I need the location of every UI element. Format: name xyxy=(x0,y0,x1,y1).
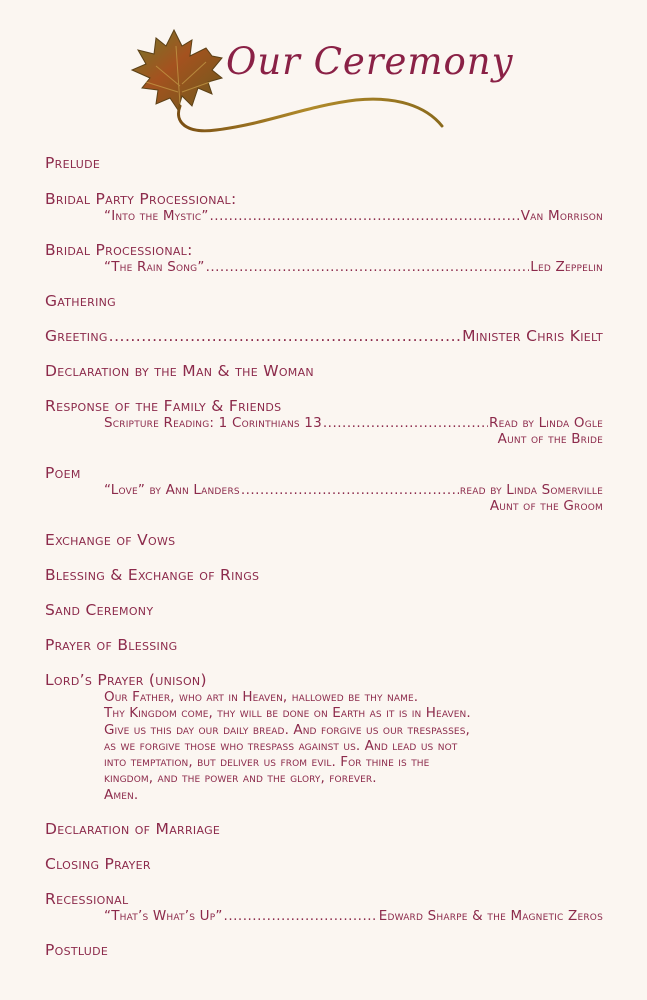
song-title: “Into the Mystic” xyxy=(104,208,209,224)
item-lords-prayer xyxy=(45,671,603,803)
item-declaration-of-marriage: Declaration of Marriage xyxy=(45,820,221,839)
reader-relation: Aunt of the Groom xyxy=(489,498,603,514)
item-postlude: Postlude xyxy=(45,941,109,960)
dot-leader xyxy=(241,482,459,498)
item-vows: Exchange of Vows xyxy=(45,531,176,549)
item-response xyxy=(45,397,603,447)
song-row xyxy=(45,259,603,275)
song-title: “That’s What’s Up” xyxy=(104,908,223,925)
song-artist: Edward Sharpe & the Magnetic Zeros xyxy=(378,908,603,925)
reading-row xyxy=(45,415,603,431)
item-heading: Greeting xyxy=(45,327,108,345)
ceremony-program xyxy=(45,154,603,959)
song-title: “The Rain Song” xyxy=(104,259,205,275)
item-bridal-processional xyxy=(45,241,603,275)
page-title: Our Ceremony xyxy=(226,40,514,83)
item-heading: Bridal Party Processional: xyxy=(45,190,237,208)
item-heading: Response of the Family & Friends xyxy=(45,397,282,415)
item-heading: Bridal Processional: xyxy=(45,241,193,259)
prayer-line: Give us this day our daily bread. And forgive us our trespasses, xyxy=(104,721,470,738)
item-prayer-of-blessing: Prayer of Blessing xyxy=(45,636,178,654)
song-row xyxy=(45,208,603,224)
dot-leader xyxy=(109,327,461,345)
dot-leader xyxy=(206,259,530,275)
dot-leader xyxy=(224,908,378,924)
poem-title: “Love” by Ann Landers xyxy=(104,482,240,498)
prayer-line: Our Father, who art in Heaven, hallowed be thy name. xyxy=(104,689,419,705)
song-artist: Van Morrison xyxy=(520,208,603,224)
item-gathering: Gathering xyxy=(45,292,116,310)
item-poem xyxy=(45,464,603,514)
item-heading: Lord’s Prayer (unison) xyxy=(45,671,207,689)
item-bridal-party-processional xyxy=(45,190,603,224)
item-prelude: Prelude xyxy=(45,154,101,172)
song-row xyxy=(45,908,603,924)
prayer-line: Thy Kingdom come, thy will be done on Earth as it is in Heaven. xyxy=(104,705,471,722)
dot-leader xyxy=(210,208,520,224)
prayer-line: as we forgive those who trespass against us. And lead us not xyxy=(104,737,458,754)
reader-relation: Aunt of the Bride xyxy=(497,431,603,447)
item-recessional xyxy=(45,890,603,924)
item-heading: Recessional xyxy=(45,890,129,909)
poem-row xyxy=(45,482,603,498)
dot-leader xyxy=(323,415,488,431)
song-artist: Led Zeppelin xyxy=(530,259,603,275)
reader-name: Read by Linda Ogle xyxy=(489,415,603,431)
reading-title: Scripture Reading: 1 Corinthians 13 xyxy=(104,415,322,431)
officiant-name: Minister Chris Kielt xyxy=(462,327,603,345)
prayer-line: kingdom, and the power and the glory, forever. xyxy=(104,770,377,787)
item-greeting xyxy=(45,327,603,345)
prayer-line: into temptation, but deliver us from evil. For thine is the xyxy=(104,754,430,771)
item-rings: Blessing & Exchange of Rings xyxy=(45,566,260,584)
prayer-line: Amen. xyxy=(104,786,139,803)
ceremony-header xyxy=(126,26,514,141)
prayer-text xyxy=(45,689,603,803)
item-closing-prayer: Closing Prayer xyxy=(45,855,151,874)
reader-name: read by Linda Somerville xyxy=(459,482,603,498)
item-heading: Poem xyxy=(45,464,81,482)
item-declaration-intent: Declaration by the Man & the Woman xyxy=(45,362,314,380)
item-sand-ceremony: Sand Ceremony xyxy=(45,601,154,619)
